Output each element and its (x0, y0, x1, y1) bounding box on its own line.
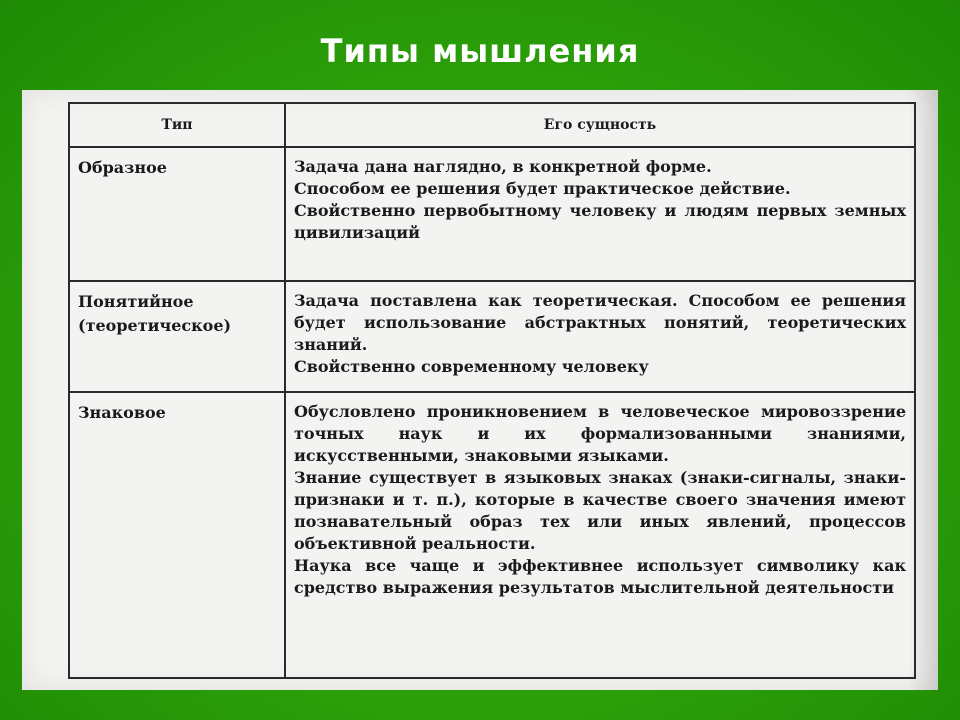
desc-paragraph: Наука все чаще и эффективнее использует символику как средство выражения результатов мыслительной деятельности (294, 556, 906, 597)
header-essence: Его сущность (285, 103, 915, 147)
slide-title: Типы мышления (320, 32, 640, 70)
header-type: Тип (69, 103, 285, 147)
thinking-types-table (68, 102, 916, 679)
scanned-page (22, 90, 938, 690)
desc-paragraph: Свойственно первобытному человеку и людям первых земных цивилизаций (294, 201, 906, 242)
table-row (69, 147, 915, 281)
table-row (69, 281, 915, 392)
type-cell-conceptual: Понятийное (теоретическое) (69, 281, 285, 392)
desc-paragraph: Задача поставлена как теоретическая. Способом ее решения будет использование абстрактных понятий, теоретических знаний. (294, 291, 906, 354)
table-header-row (69, 103, 915, 147)
desc-paragraph: Задача дана наглядно, в конкретной форме. (294, 157, 712, 176)
desc-paragraph: Свойственно современному человеку (294, 357, 649, 376)
type-cell-figurative: Образное (69, 147, 285, 281)
desc-cell-symbolic (285, 392, 915, 678)
desc-paragraph: Способом ее решения будет практическое действие. (294, 179, 791, 198)
table-row (69, 392, 915, 678)
desc-paragraph: Знание существует в языковых знаках (знаки-сигналы, знаки-признаки и т. п.), которые в качестве своего значения имеют познавательный образ тех или иных явлений, процессов объективной реальности. (294, 468, 906, 553)
type-cell-symbolic: Знаковое (69, 392, 285, 678)
desc-cell-conceptual (285, 281, 915, 392)
desc-cell-figurative (285, 147, 915, 281)
desc-paragraph: Обусловлено проникновением в человеческое мировоззрение точных наук и их формализованными знаниями, искусственными, знаковыми языками. (294, 402, 906, 465)
